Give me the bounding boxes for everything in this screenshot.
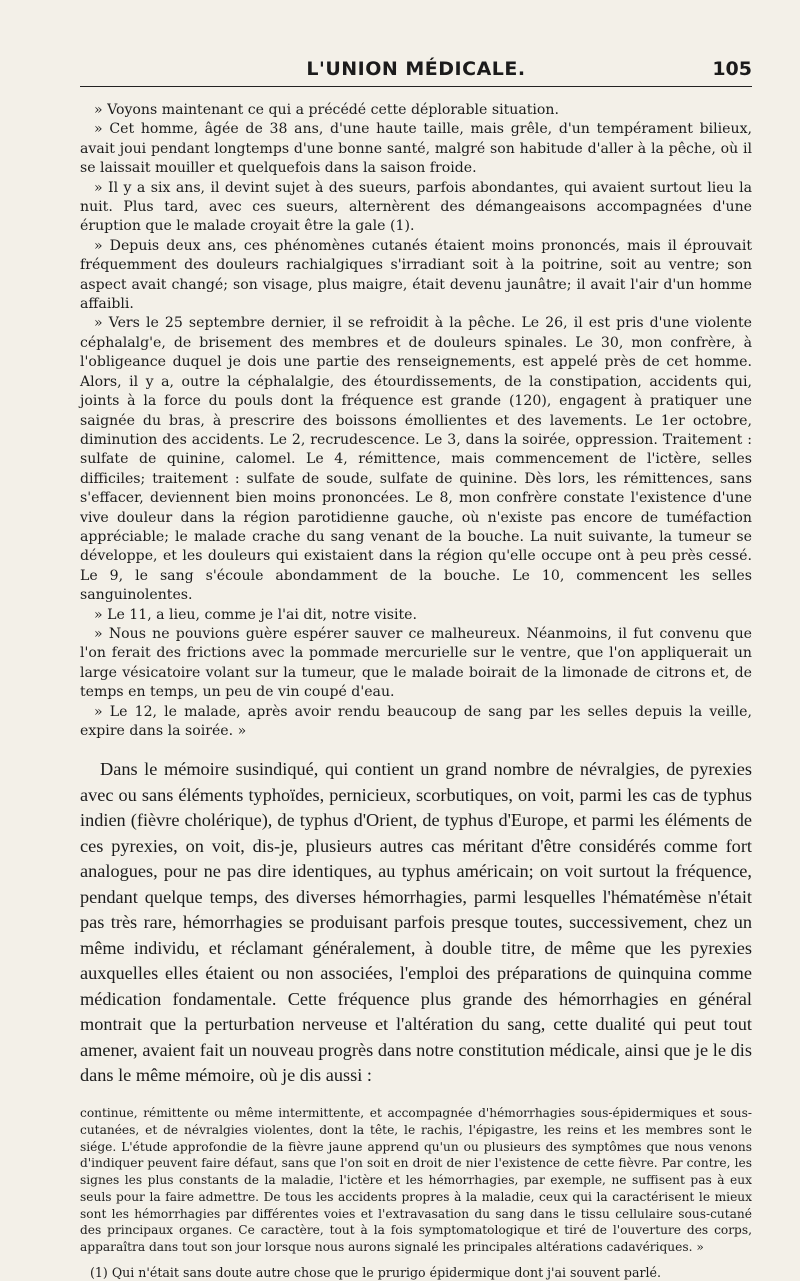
page-number: 105 [712, 58, 752, 80]
quote-paragraph: » Il y a six ans, il devint sujet à des sueurs, parfois abondantes, qui avaient surtout lieu la nuit. Plus tard, avec ces sueurs, alternèrent des démangeaisons accompagnées d'une éruption que le malade croyait être la gale (1). [80, 179, 752, 235]
main-body [80, 757, 752, 1089]
quote-paragraph: » Le 12, le malade, après avoir rendu beaucoup de sang par les selles depuis la veille, expire dans la soirée. » [80, 703, 752, 739]
quote-paragraph: » Cet homme, âgée de 38 ans, d'une haute taille, mais grêle, d'un tempérament bilieux, avait joui pendant longtemps d'une bonne santé, malgré son habitude d'aller à la pêche, où il se laissait mouiller et quelquefois dans la saison froide. [80, 121, 752, 177]
case-quote [80, 101, 752, 741]
citation-paragraph: continue, rémittente ou même intermittente, et accompagnée d'hémorrhagies sous-épidermiques et sous-cutanées, et de névralgies violentes, dont la tête, le rachis, l'épigastre, les reins et les membres sont le siége. L'étude approfondie de la fièvre jaune apprend qu'un ou plusieurs des symptômes que nous venons d'indiquer peuvent faire défaut, sans que l'on soit en droit de nier l'existence de cette fièvre. Par contre, les signes les plus constants de la maladie, l'ictère et les hémorrhagies, par exemple, ne suffisent pas à eux seuls pour la faire admettre. De tous les accidents propres à la maladie, ceux qui la caractérisent le mieux sont les hémorrhagies par différentes voies et l'extravasation du sang dans le tissu cellulaire sous-cutané des principaux organes. Ce caractère, tout à la fois symptomatologique et tiré de l'ouverture des corps, apparaîtra dans tout son jour lorsque nous aurons signalé les principales altérations cadavériques. » [80, 1105, 752, 1255]
citation-block [80, 1105, 752, 1256]
quote-paragraph: » Nous ne pouvions guère espérer sauver ce malheureux. Néanmoins, il fut convenu que l'on ferait des frictions avec la pommade mercurielle sur le ventre, que l'on appliquerait un large vésicatoire volant sur la tumeur, que le malade boirait de la limonade de citrons et, de temps en temps, un peu de vin coupé d'eau. [80, 625, 752, 701]
running-title: L'UNION MÉDICALE. [306, 58, 526, 80]
quote-paragraph: » Voyons maintenant ce qui a précédé cette déplorable situation. [94, 102, 559, 118]
quote-paragraph: » Le 11, a lieu, comme je l'ai dit, notre visite. [94, 606, 417, 623]
footnote-text: (1) Qui n'était sans doute autre chose que le prurigo épidermique dont j'ai souvent parlé. [90, 1265, 662, 1281]
quote-paragraph: » Vers le 25 septembre dernier, il se refroidit à la pêche. Le 26, il est pris d'une violente céphalalg'e, de brisement des membres et de douleurs spinales. Le 30, mon confrère, à l'obligeance duquel je dois une partie des renseignements, est appelé près de cet homme. Alors, il y a, outre la céphalalgie, des étourdissements, de la constipation, accidents qui, joints à la force du pouls dont la fréquence est grande (120), engagent à pratiquer une saignée du bras, à prescrire des boissons émollientes et des lavements. Le 1er octobre, diminution des accidents. Le 2, recrudescence. Le 3, dans la soirée, oppression. Traitement : sulfate de quinine, calomel. Le 4, rémittence, mais commencement de l'ictère, selles difficiles; traitement : sulfate de soude, sulfate de quinine. Dès lors, les rémittences, sans s'effacer, deviennent bien moins prononcées. Le 8, mon confrère constate l'existence d'une vive douleur dans la région parotidienne gauche, où n'existe pas encore de tuméfaction appréciable; le malade crache du sang venant de la bouche. La nuit suivante, la tumeur se développe, et les douleurs qui existaient dans la région qu'elle occupe ont à peu près cessé. Le 9, le sang s'écoule abondamment de la bouche. Le 10, commencent les selles sanguinolentes. [80, 315, 752, 604]
footnote [80, 1264, 752, 1281]
main-paragraph: Dans le mémoire susindiqué, qui contient un grand nombre de névralgies, de pyrexies avec ou sans éléments typhoïdes, pernicieux, scorbutiques, on voit, parmi les cas de typhus indien (fièvre cholérique), de typhus d'Orient, de typhus d'Europe, et parmi les éléments de ces pyrexies, on voit, dis-je, plusieurs autres cas méritant d'être considérés comme fort analogues, pour ne pas dire identiques, au typhus américain; on voit surtout la fréquence, pendant quelque temps, des diverses hémorrhagies, parmi lesquelles l'hématémèse n'était pas très rare, hémorrhagies se produisant parfois presque toutes, successivement, chez un même individu, et réclamant généralement, à double titre, de même que les pyrexies auxquelles elles étaient ou non associées, l'emploi des préparations de quinquina comme médication fondamentale. Cette fréquence plus grande des hémorrhagies en général montrait que la perturbation nerveuse et l'altération du sang, cette dualité qui peut tout amener, avaient fait un nouveau progrès dans notre constitution médicale, ainsi que je le dis dans le même mémoire, où je dis aussi : [80, 759, 752, 1086]
quote-paragraph: » Depuis deux ans, ces phénomènes cutanés étaient moins prononcés, mais il éprouvait fréquemment des douleurs rachialgiques s'irradiant soit à la poitrine, soit au ventre; son aspect avait changé; son visage, plus maigre, était devenu jaunâtre; il avait l'air d'un homme affaibli. [80, 237, 752, 313]
page-header [80, 58, 752, 87]
